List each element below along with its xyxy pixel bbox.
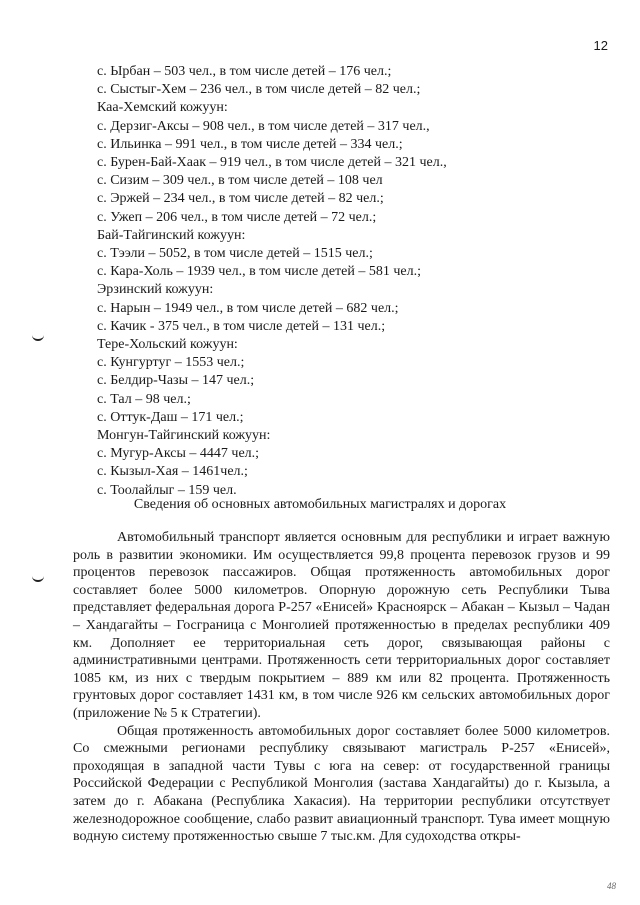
list-item: с. Кызыл-Хая – 1461чел.; bbox=[97, 464, 248, 480]
list-item: Эрзинский кожуун: bbox=[97, 282, 214, 298]
corner-handwritten-mark: 48 bbox=[607, 881, 616, 891]
list-item: с. Оттук-Даш – 171 чел.; bbox=[97, 409, 244, 425]
list-item: с. Ырбан – 503 чел., в том числе детей – 176 чел.; bbox=[97, 64, 392, 79]
list-item: с. Мугур-Аксы – 4447 чел.; bbox=[97, 446, 260, 462]
list-item: с. Кунгуртуг – 1553 чел.; bbox=[97, 355, 245, 371]
list-item: Тере-Хольский кожуун: bbox=[97, 337, 238, 353]
list-item: с. Белдир-Чазы – 147 чел.; bbox=[97, 373, 255, 389]
list-item: с. Эржей – 234 чел., в том числе детей – 82 чел.; bbox=[97, 191, 384, 207]
list-item: с. Сизим – 309 чел., в том числе детей – 108 чел bbox=[97, 173, 383, 189]
list-item: Бай-Тайгинский кожуун: bbox=[97, 227, 246, 243]
list-item: с. Бурен-Бай-Хаак – 919 чел., в том числе детей – 321 чел., bbox=[97, 155, 447, 171]
paragraph: Автомобильный транспорт является основным для республики и играет важную роль в развитии экономики. Им осуществляется 99,8 процента перевозок грузов и 99 процентов перевозок пассажиров. Общая протяженность автомобильных дорог составляет более 5000 километров. Опорную дорожную сеть Республики Тыва представляет федеральная дорога Р-257 «Енисей» Красноярск – Абакан – Кызыл – Чадан – Хандагайты – Госграница с Монголией протяженностью в пределах республики 409 км. Дополняет ее территориальная сеть дорог, связывающая районы с административными центрами. Протяженность сети территориальных дорог составляет 1085 км, из них с твердым покрытием – 889 км или 82 процента. Протяженность грунтовых дорог составляет 1431 км, в том числе 926 км сельских автомобильных дорог (приложение № 5 к Стратегии). bbox=[73, 530, 610, 721]
list-item: с. Кара-Холь – 1939 чел., в том числе детей – 581 чел.; bbox=[97, 264, 421, 280]
list-item: с. Ужеп – 206 чел., в том числе детей – 72 чел.; bbox=[97, 209, 377, 225]
list-item: с. Дерзиг-Аксы – 908 чел., в том числе детей – 317 чел., bbox=[97, 118, 430, 134]
list-item: с. Сыстыг-Хем – 236 чел., в том числе детей – 82 чел.; bbox=[97, 82, 421, 98]
section-heading: Сведения об основных автомобильных магистралях и дорогах bbox=[133, 497, 507, 512]
paragraph: Общая протяженность автомобильных дорог составляет более 5000 километров. Со смежными регионами республику связывают магистраль Р-257 «Енисей», проходящая в западной части Тувы с юга на север: от государственной границы Российской Федерации с Республикой Монголия (застава Хандагайты) до г. Кызыла, а затем до г. Абакана (Республика Хакасия). На территории республики отсутствует железнодорожное сообщение, слабо развит авиационный транспорт. Тува имеет мощную водную систему протяженностью свыше 7 тыс.км. Для судоходства откры- bbox=[73, 723, 610, 845]
margin-pen-mark bbox=[32, 574, 44, 582]
settlement-list bbox=[97, 63, 567, 500]
list-item: с. Тээли – 5052, в том числе детей – 1515 чел.; bbox=[97, 246, 373, 262]
margin-pen-mark bbox=[32, 333, 44, 341]
body-text bbox=[73, 529, 610, 846]
list-item: с. Тал – 98 чел.; bbox=[97, 391, 191, 407]
list-item: с. Тоолайлыг – 159 чел. bbox=[97, 482, 237, 498]
list-item: с. Ильинка – 991 чел., в том числе детей – 334 чел.; bbox=[97, 136, 403, 152]
list-item: с. Качик - 375 чел., в том числе детей – 131 чел.; bbox=[97, 318, 386, 334]
list-item: Каа-Хемский кожуун: bbox=[97, 100, 228, 116]
list-item: с. Нарын – 1949 чел., в том числе детей – 682 чел.; bbox=[97, 300, 399, 316]
list-item: Монгун-Тайгинский кожуун: bbox=[97, 428, 271, 444]
page-number: 12 bbox=[593, 38, 608, 53]
